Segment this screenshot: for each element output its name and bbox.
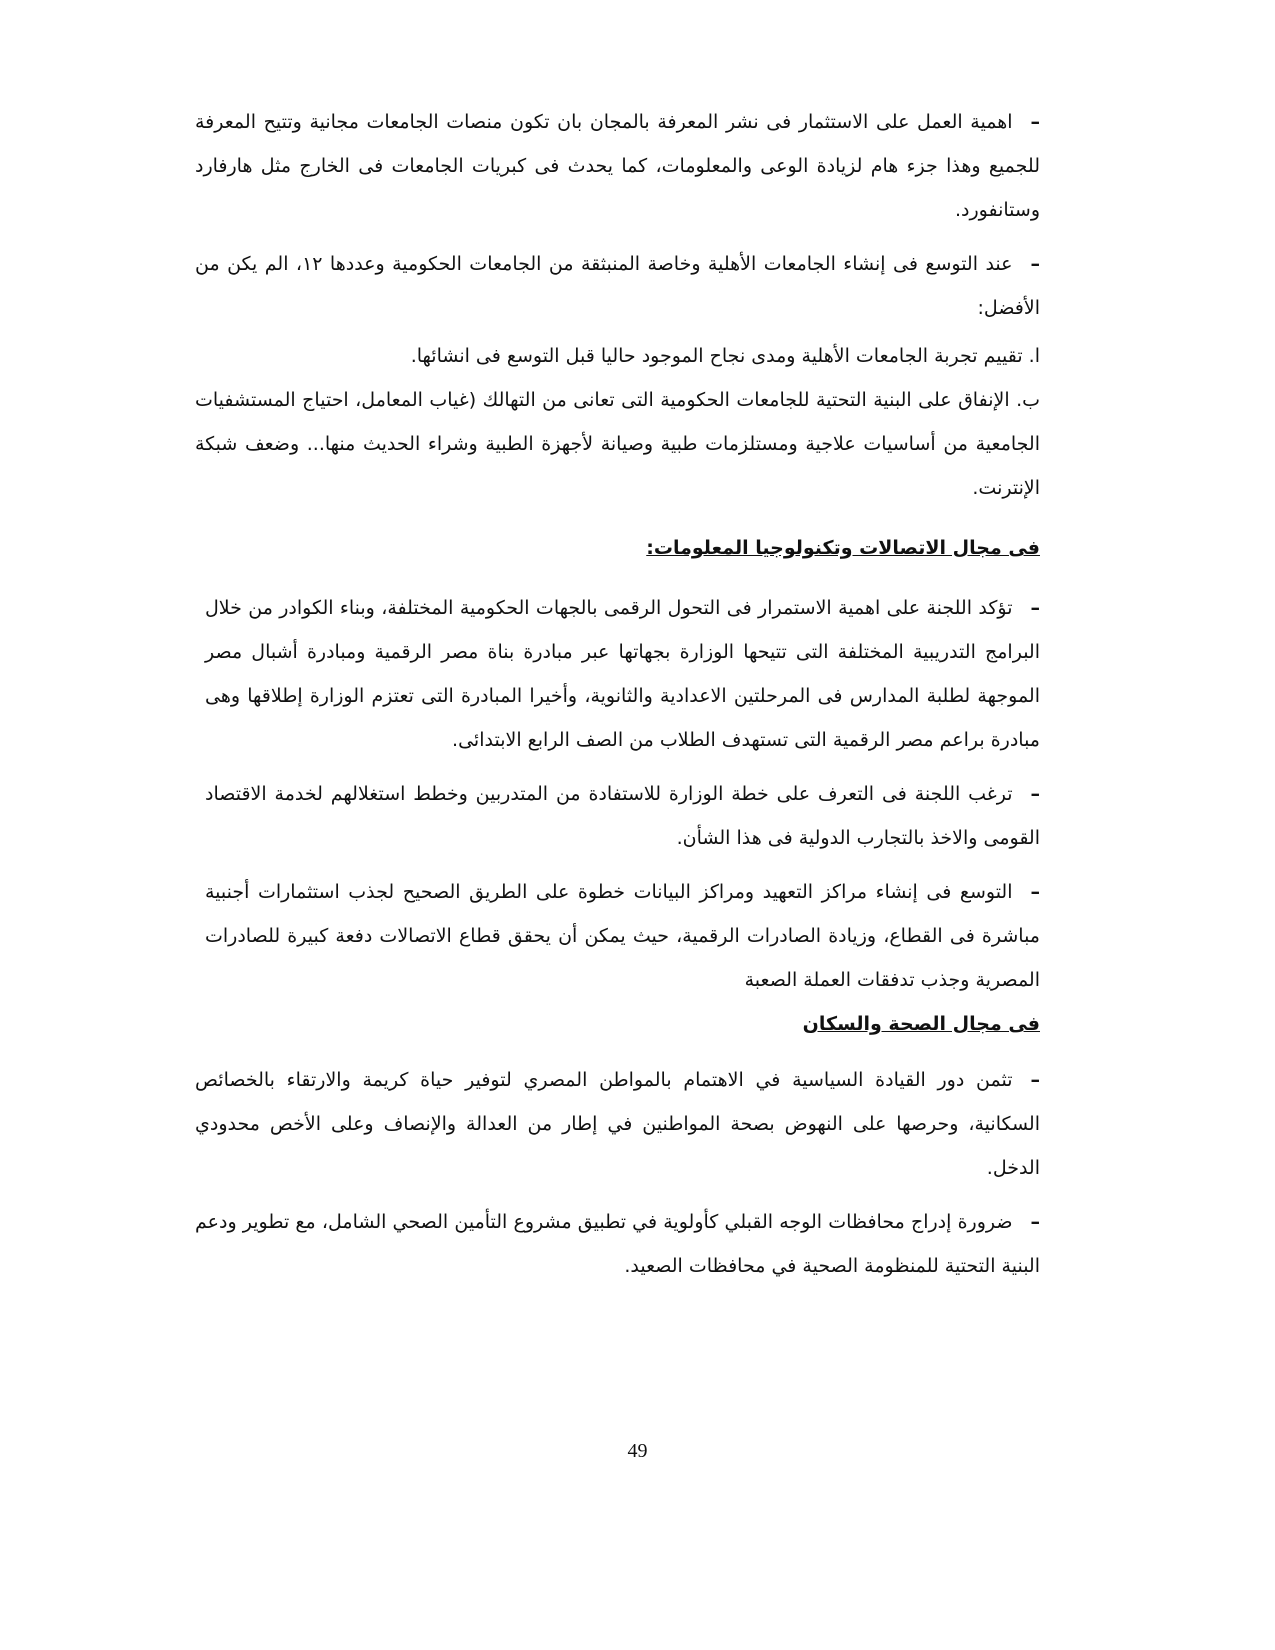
paragraph-text: التوسع فى إنشاء مراكز التعهيد ومراكز البيانات خطوة على الطريق الصحيح لجذب استثمارات أجنبية مباشرة فى القطاع، وزيادة الصادرات الرقمية، حيث يمكن أن يحقق قطاع الاتصالات دفعة كبيرة للصادرات المصرية وجذب تدفقات العملة الصعبة [205, 881, 1040, 991]
paragraph-political-leadership [195, 1058, 1040, 1190]
paragraph-free-knowledge [195, 100, 1040, 232]
section-ict-body [205, 586, 1040, 1002]
section-health-body [195, 1058, 1040, 1288]
paragraph-text: ترغب اللجنة فى التعرف على خطة الوزارة للاستفادة من المتدربين وخطط استغلالهم لخدمة الاقتصاد القومى والاخذ بالتجارب الدولية فى هذا الشأن. [205, 783, 1040, 849]
paragraph-outsourcing-centers [205, 870, 1040, 1002]
paragraph-text: عند التوسع فى إنشاء الجامعات الأهلية وخاصة المنبثقة من الجامعات الحكومية وعددها ١٢، الم يكن من الأفضل: [195, 253, 1040, 319]
paragraph-text: تثمن دور القيادة السياسية في الاهتمام بالمواطن المصري لتوفير حياة كريمة والارتقاء بالخصائص السكانية، وحرصها على النهوض بصحة المواطنين في إطار من العدالة والإنصاف وعلى الأخص محدودي الدخل. [195, 1069, 1040, 1179]
page-number: 49 [627, 1440, 648, 1462]
paragraph-health-insurance [195, 1200, 1040, 1288]
dash-bullet-icon: – [1030, 253, 1040, 275]
section-heading-health: فى مجال الصحة والسكان [802, 1013, 1040, 1035]
paragraph-digital-transformation [205, 586, 1040, 762]
sub-item-a: ا. تقييم تجربة الجامعات الأهلية ومدى نجاح الموجود حاليا قبل التوسع فى انشائها. [410, 345, 1040, 367]
paragraph-text: اهمية العمل على الاستثمار فى نشر المعرفة بالمجان بان تكون منصات الجامعات مجانية وتتيح المعرفة للجميع وهذا جزء هام لزيادة الوعى والمعلومات، كما يحدث فى كبريات الجامعات فى الخارج مثل هارفارد وستانفورد. [195, 111, 1040, 221]
section-heading-ict: فى مجال الاتصالات وتكنولوجيا المعلومات: [646, 537, 1040, 559]
sub-item-b: ب. الإنفاق على البنية التحتية للجامعات الحكومية التى تعانى من التهالك (غياب المعامل، احتياج المستشفيات الجامعية من أساسيات علاجية ومستلزمات طبية وصيانة لأجهزة الطبية وشراء الحديث منها... وضعف شبكة الإنترنت. [195, 389, 1040, 499]
paragraph-private-universities [195, 242, 1040, 330]
dash-bullet-icon: – [1030, 1211, 1040, 1233]
document-page [195, 100, 1040, 1298]
paragraph-trainees-plan [205, 772, 1040, 860]
dash-bullet-icon: – [1030, 1069, 1040, 1091]
dash-bullet-icon: – [1030, 881, 1040, 903]
dash-bullet-icon: – [1030, 597, 1040, 619]
dash-bullet-icon: – [1030, 111, 1040, 133]
paragraph-text: تؤكد اللجنة على اهمية الاستمرار فى التحول الرقمى بالجهات الحكومية المختلفة، وبناء الكوادر من خلال البرامج التدريبية المختلفة التى تتيحها الوزارة بجهاتها عبر مبادرة بناة مصر الرقمية ومبادرة أشبال مصر الموجهة لطلبة المدارس فى المرحلتين الاعدادية والثانوية، وأخيرا المبادرة التى تعتزم الوزارة إطلاقها وهى مبادرة براعم مصر الرقمية التى تستهدف الطلاب من الصف الرابع الابتدائى. [205, 597, 1040, 751]
dash-bullet-icon: – [1030, 783, 1040, 805]
paragraph-text: ضرورة إدراج محافظات الوجه القبلي كأولوية في تطبيق مشروع التأمين الصحي الشامل، مع تطوير ودعم البنية التحتية للمنظومة الصحية في محافظات الصعيد. [195, 1211, 1040, 1277]
